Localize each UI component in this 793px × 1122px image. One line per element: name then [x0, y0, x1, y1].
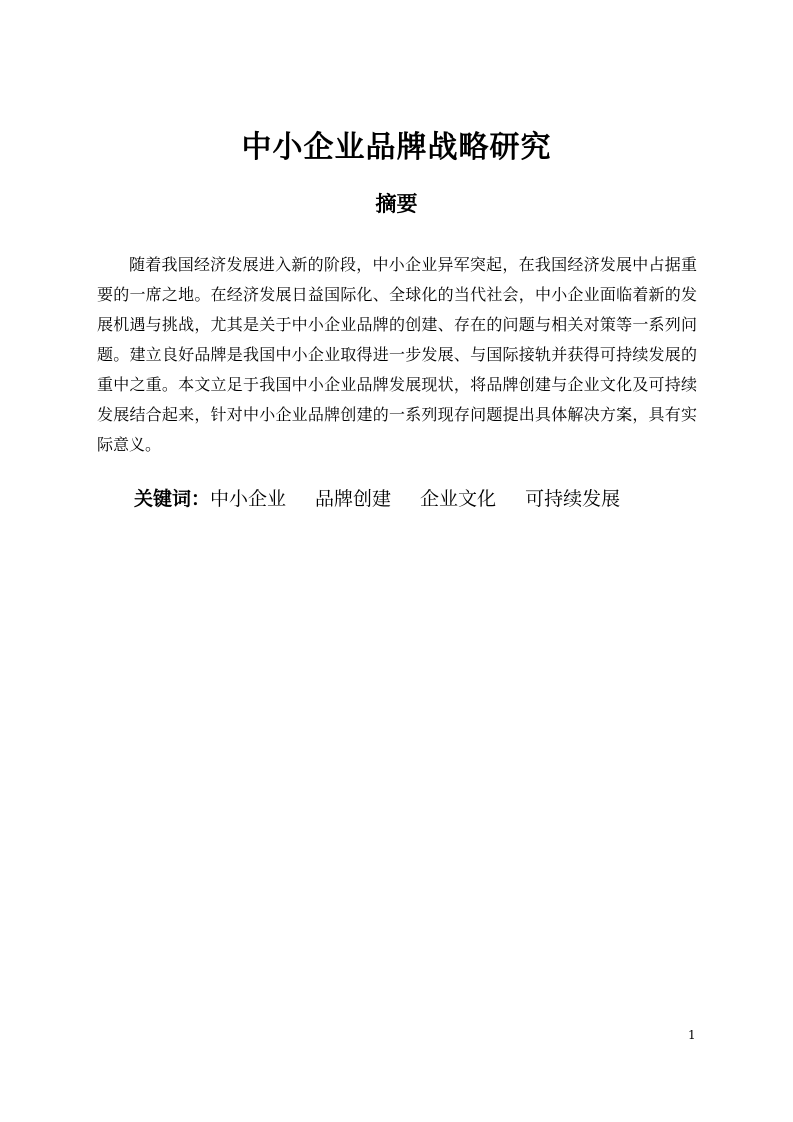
abstract-heading: 摘要 [375, 191, 418, 216]
keywords-line [134, 484, 734, 514]
keyword-item: 中小企业 [210, 488, 287, 510]
page-number: 1 [688, 1028, 696, 1042]
keyword-item: 可持续发展 [525, 488, 621, 510]
keyword-item: 企业文化 [420, 488, 497, 510]
keywords-label: 关键词： [134, 488, 211, 510]
abstract-paragraph: 随着我国经济发展进入新的阶段，中小企业异军突起，在我国经济发展中占据重要的一席之地。在经济发展日益国际化、全球化的当代社会，中小企业面临着新的发展机遇与挑战，尤其是关于中小企业品牌的创建、存在的问题与相关对策等一系列问题。建立良好品牌是我国中小企业取得进一步发展、与国际接轨并获得可持续发展的重中之重。本文立足于我国中小企业品牌发展现状，将品牌创建与企业文化及可持续发展结合起来，针对中小企业品牌创建的一系列现存问题提出具体解决方案，具有实际意义。 [97, 255, 697, 454]
keyword-item: 品牌创建 [315, 488, 392, 510]
document-title: 中小企业品牌战略研究 [241, 130, 552, 165]
